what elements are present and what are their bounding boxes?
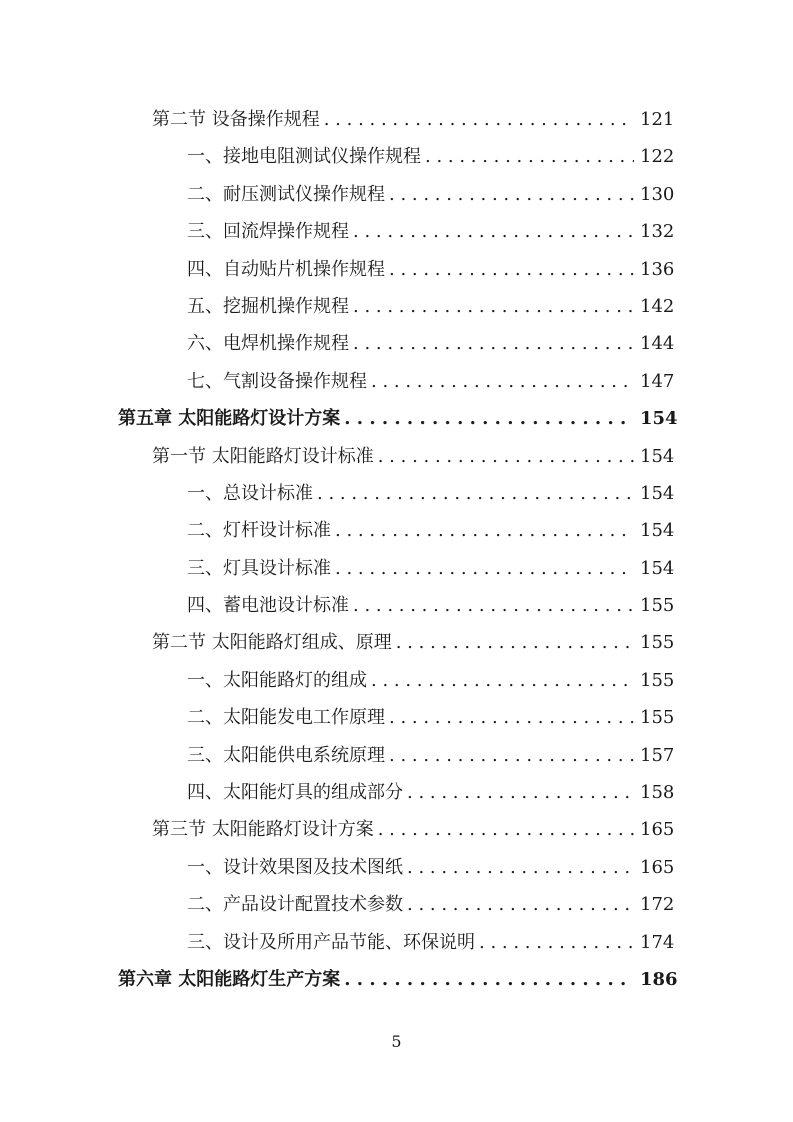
toc-entry-label: 第一节 太阳能路灯设计标准 xyxy=(152,445,374,467)
toc-entry-page: 136 xyxy=(640,258,675,280)
toc-entry[interactable] xyxy=(0,624,793,661)
toc-entry-label: 五、挖掘机操作规程 xyxy=(187,295,349,317)
toc-leader-dots xyxy=(353,288,634,325)
toc-entry[interactable] xyxy=(0,662,793,699)
toc-entry-page: 157 xyxy=(640,744,675,766)
toc-entry[interactable] xyxy=(0,475,793,512)
toc-entry[interactable] xyxy=(0,550,793,587)
toc-leader-dots xyxy=(389,737,634,774)
toc-leader-dots xyxy=(335,512,634,549)
toc-leader-dots xyxy=(371,662,634,699)
toc-entry-label: 四、蓄电池设计标准 xyxy=(187,595,349,617)
toc-entry[interactable] xyxy=(0,101,793,138)
toc-entry[interactable] xyxy=(0,737,793,774)
toc-entry-page: 144 xyxy=(640,333,675,355)
toc-entry-label: 三、太阳能供电系统原理 xyxy=(187,744,385,766)
toc-entry-label: 四、太阳能灯具的组成部分 xyxy=(187,782,403,804)
toc-entry-label: 第五章 太阳能路灯设计方案 xyxy=(118,408,341,430)
toc-entry-page: 154 xyxy=(640,557,675,579)
toc-leader-dots xyxy=(407,886,634,923)
toc-entry-label: 第二节 太阳能路灯组成、原理 xyxy=(152,632,392,654)
toc-entry-page: 154 xyxy=(640,408,678,430)
toc-entry-label: 第三节 太阳能路灯设计方案 xyxy=(152,819,374,841)
toc-leader-dots xyxy=(324,101,634,138)
toc-entry-label: 第二节 设备操作规程 xyxy=(152,109,320,130)
toc-entry-page: 121 xyxy=(640,109,675,130)
toc-leader-dots xyxy=(425,138,634,175)
toc-entry-page: 154 xyxy=(640,445,675,467)
toc-entry-page: 142 xyxy=(640,295,675,317)
toc-entry-label: 第六章 太阳能路灯生产方案 xyxy=(118,968,341,990)
toc-leader-dots xyxy=(344,400,634,437)
toc-entry-label: 三、回流焊操作规程 xyxy=(187,221,349,243)
toc-entry-page: 174 xyxy=(640,931,675,953)
toc-entry[interactable] xyxy=(0,512,793,549)
toc-entry[interactable] xyxy=(0,138,793,175)
toc-entry-page: 154 xyxy=(640,520,675,542)
toc-entry-label: 二、灯杆设计标准 xyxy=(187,520,331,542)
toc-entry-page: 158 xyxy=(640,782,675,804)
toc-entry-label: 二、太阳能发电工作原理 xyxy=(187,707,385,729)
toc-entry[interactable] xyxy=(0,251,793,288)
toc-leader-dots xyxy=(479,924,634,961)
toc-entry-page: 130 xyxy=(640,183,675,205)
toc-entry[interactable] xyxy=(0,811,793,848)
toc-leader-dots xyxy=(371,363,634,400)
toc-entry-page: 165 xyxy=(640,856,675,878)
toc-entry-label: 二、产品设计配置技术参数 xyxy=(187,894,403,916)
toc-leader-dots xyxy=(378,438,634,475)
toc-entry-label: 一、太阳能路灯的组成 xyxy=(187,669,367,691)
toc-entry[interactable] xyxy=(0,961,793,998)
toc-entry-label: 一、设计效果图及技术图纸 xyxy=(187,856,403,878)
toc-leader-dots xyxy=(344,961,634,998)
toc-leader-dots xyxy=(353,587,634,624)
toc-entry[interactable] xyxy=(0,886,793,923)
toc-entry[interactable] xyxy=(0,587,793,624)
toc-entry-label: 三、设计及所用产品节能、环保说明 xyxy=(187,931,475,953)
toc-entry[interactable] xyxy=(0,400,793,437)
toc-leader-dots xyxy=(396,624,634,661)
toc-entry-label: 二、耐压测试仪操作规程 xyxy=(187,183,385,205)
toc-entry-label: 六、电焊机操作规程 xyxy=(187,333,349,355)
toc-entry-page: 186 xyxy=(640,968,678,990)
toc-leader-dots xyxy=(389,176,634,213)
toc-leader-dots xyxy=(389,251,634,288)
toc-leader-dots xyxy=(335,550,634,587)
toc-entry[interactable] xyxy=(0,699,793,736)
toc-entry-page: 172 xyxy=(640,894,675,916)
toc-entry-page: 154 xyxy=(640,482,675,504)
toc-entry-label: 七、气割设备操作规程 xyxy=(187,370,367,392)
toc-entry[interactable] xyxy=(0,849,793,886)
toc-entry-page: 155 xyxy=(640,669,675,691)
toc-entry-page: 122 xyxy=(640,146,675,168)
toc-entry[interactable] xyxy=(0,774,793,811)
toc-entry-label: 三、灯具设计标准 xyxy=(187,557,331,579)
toc-entry[interactable] xyxy=(0,288,793,325)
toc-entry-page: 132 xyxy=(640,221,675,243)
toc-entry[interactable] xyxy=(0,438,793,475)
toc-entry-page: 147 xyxy=(640,370,675,392)
toc-entry-page: 165 xyxy=(640,819,675,841)
toc-entry[interactable] xyxy=(0,363,793,400)
toc-leader-dots xyxy=(389,699,634,736)
toc-entry-label: 一、总设计标准 xyxy=(187,482,313,504)
toc-entry[interactable] xyxy=(0,213,793,250)
toc-entry-label: 四、自动贴片机操作规程 xyxy=(187,258,385,280)
toc-leader-dots xyxy=(353,213,634,250)
toc-entry-label: 一、接地电阻测试仪操作规程 xyxy=(187,146,421,168)
toc-leader-dots xyxy=(378,811,634,848)
toc-entry[interactable] xyxy=(0,325,793,362)
toc-leader-dots xyxy=(317,475,634,512)
toc-entry[interactable] xyxy=(0,176,793,213)
toc-entry-page: 155 xyxy=(640,595,675,617)
toc-entry[interactable] xyxy=(0,924,793,961)
toc-leader-dots xyxy=(353,325,634,362)
toc-leader-dots xyxy=(407,774,634,811)
toc-entry-page: 155 xyxy=(640,632,675,654)
page-number: 5 xyxy=(391,1032,402,1051)
toc-entry-page: 155 xyxy=(640,707,675,729)
table-of-contents xyxy=(0,101,793,998)
toc-leader-dots xyxy=(407,849,634,886)
